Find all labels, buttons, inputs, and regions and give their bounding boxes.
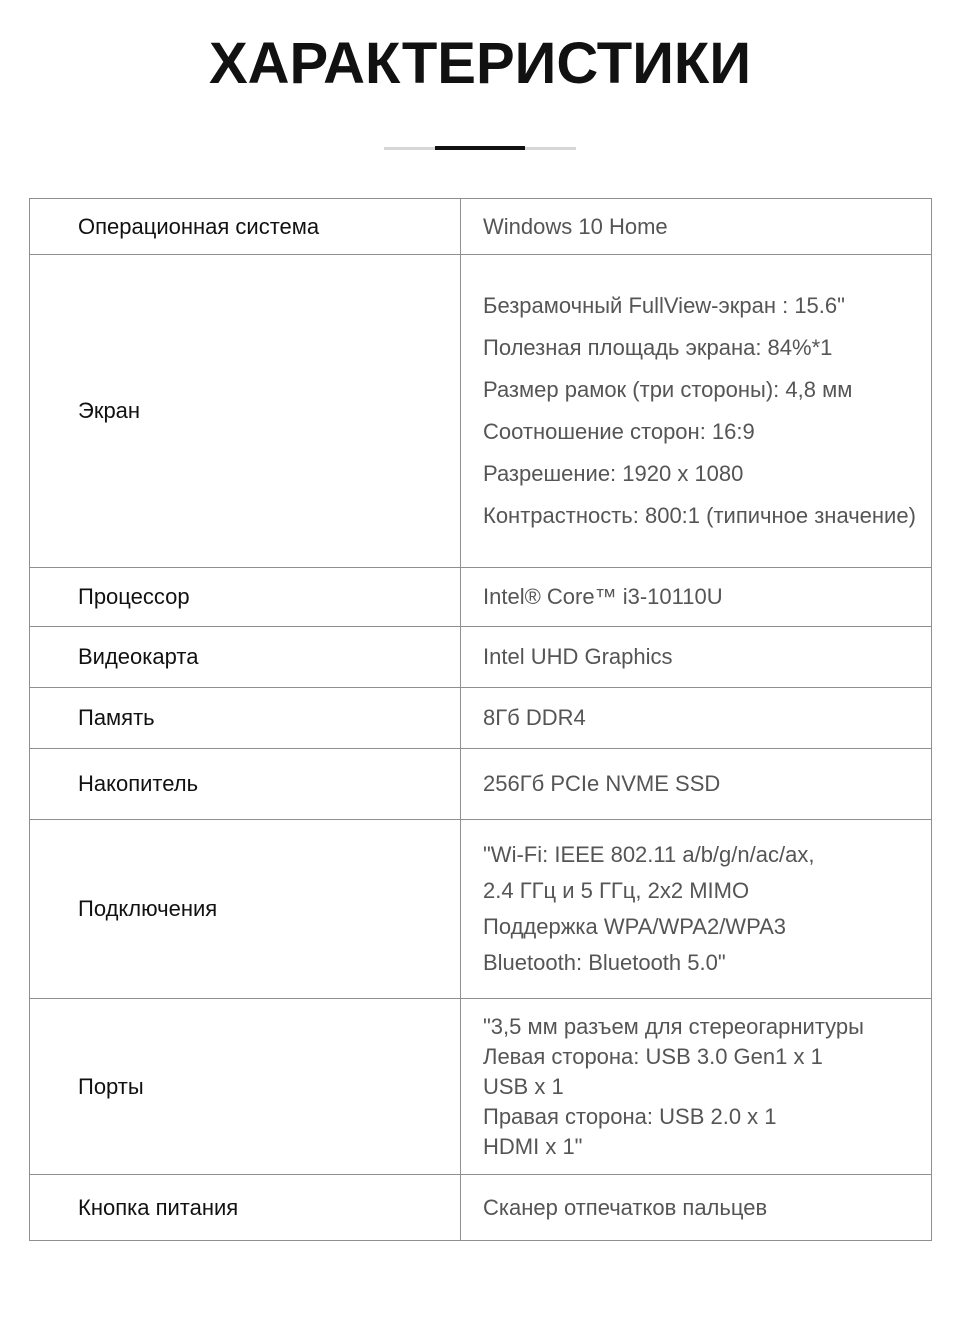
spec-row-storage xyxy=(30,749,932,820)
spec-value-line: Безрамочный FullView-экран : 15.6" xyxy=(483,293,845,318)
spec-value-line: Левая сторона: USB 3.0 Gen1 x 1 xyxy=(483,1043,823,1069)
spec-value xyxy=(461,749,932,820)
spec-value xyxy=(461,1175,932,1241)
spec-value-line: "3,5 мм разъем для стереогарнитуры xyxy=(483,1013,864,1039)
spec-label: Кнопка питания xyxy=(30,1175,461,1241)
spec-value-line: Правая сторона: USB 2.0 x 1 xyxy=(483,1103,777,1129)
spec-value xyxy=(461,820,932,999)
spec-row-gpu xyxy=(30,627,932,688)
spec-value xyxy=(461,199,932,255)
spec-value xyxy=(461,688,932,749)
spec-value-line: 2.4 ГГц и 5 ГГц, 2x2 MIMO xyxy=(483,878,750,903)
spec-value-line: Intel® Core™ i3-10110U xyxy=(483,584,723,609)
title-divider-accent xyxy=(435,146,525,150)
spec-row-memory xyxy=(30,688,932,749)
page-title: ХАРАКТЕРИСТИКИ xyxy=(208,31,752,96)
spec-table xyxy=(29,198,932,1241)
spec-value-line: USB x 1 xyxy=(483,1073,564,1099)
spec-value-line: Bluetooth: Bluetooth 5.0" xyxy=(483,950,726,975)
spec-label: Память xyxy=(30,688,461,749)
spec-label: Накопитель xyxy=(30,749,461,820)
spec-label: Операционная система xyxy=(30,199,461,255)
spec-row-screen xyxy=(30,255,932,568)
spec-value-line: Соотношение сторон: 16:9 xyxy=(483,419,755,444)
spec-label: Подключения xyxy=(30,820,461,999)
spec-value-line: 8Гб DDR4 xyxy=(483,705,586,730)
spec-label: Экран xyxy=(30,255,461,568)
spec-value-line: Разрешение: 1920 x 1080 xyxy=(483,461,744,486)
spec-value xyxy=(461,255,932,568)
spec-value-line: "Wi-Fi: IEEE 802.11 a/b/g/n/ac/ax, xyxy=(483,842,815,867)
spec-row-ports xyxy=(30,999,932,1175)
spec-value-line: Сканер отпечатков пальцев xyxy=(483,1194,768,1220)
spec-label: Порты xyxy=(30,999,461,1175)
spec-label: Процессор xyxy=(30,568,461,627)
spec-value-line: Intel UHD Graphics xyxy=(483,644,673,669)
spec-value-line: Windows 10 Home xyxy=(483,213,668,239)
spec-value-line: Размер рамок (три стороны): 4,8 мм xyxy=(483,377,853,402)
spec-value xyxy=(461,627,932,688)
spec-value-line: Поддержка WPA/WPA2/WPA3 xyxy=(483,914,787,939)
spec-row-os xyxy=(30,199,932,255)
spec-value-line: HDMI x 1" xyxy=(483,1133,583,1159)
spec-row-power-button xyxy=(30,1175,932,1241)
spec-row-cpu xyxy=(30,568,932,627)
spec-row-connectivity xyxy=(30,820,932,999)
spec-label: Видеокарта xyxy=(30,627,461,688)
spec-value-line: Полезная площадь экрана: 84%*1 xyxy=(483,335,833,360)
spec-value-line: Контрастность: 800:1 (типичное значение) xyxy=(483,503,916,528)
spec-value xyxy=(461,999,932,1175)
spec-value xyxy=(461,568,932,627)
spec-value-line: 256Гб PCIe NVME SSD xyxy=(483,771,721,796)
